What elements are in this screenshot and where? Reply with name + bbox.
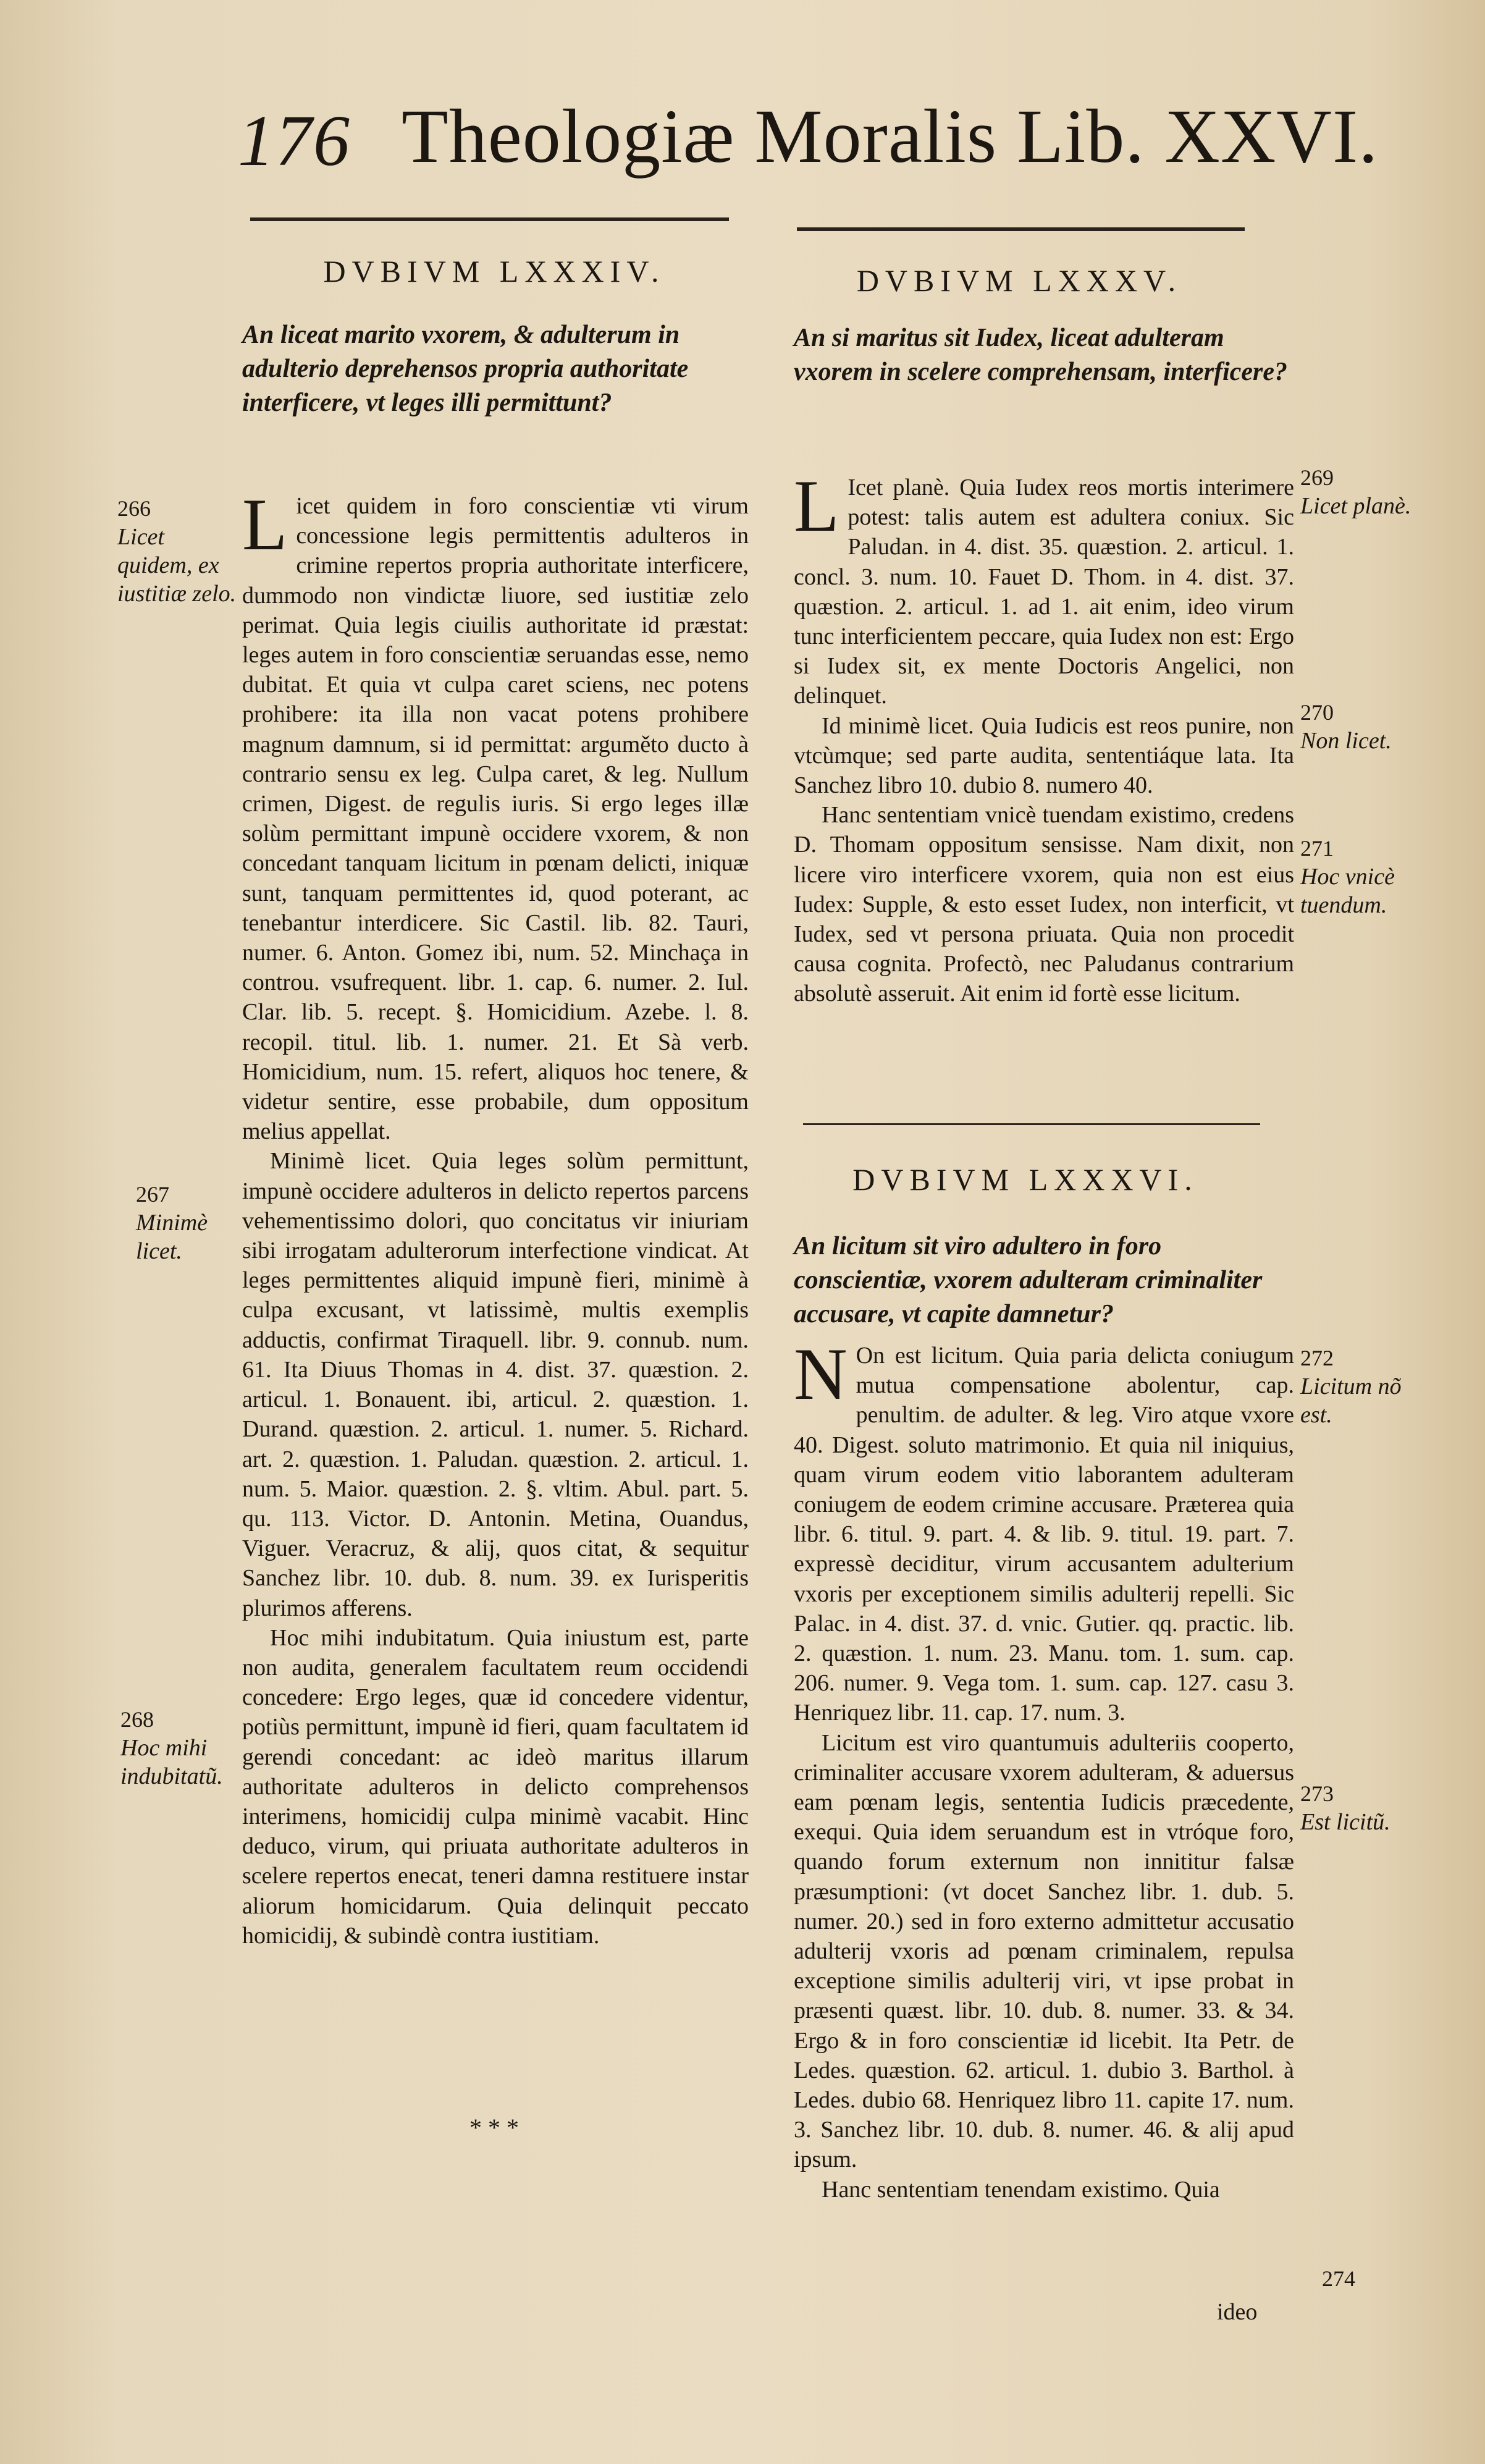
right-paragraph-2: Id minimè licet. Quia Iudicis est reos punire, non vtcùmque; sed parte audita, sententiáque lata. Ita Sanchez libro 10. dubio 8. numero 40. xyxy=(794,712,1294,799)
ornament-stars: * * * xyxy=(469,2114,519,2141)
margin-note-266: 266 Licet quidem, ex iustitiæ zelo. xyxy=(117,496,237,607)
page-title: Theologiæ Moralis Lib. XXVI. xyxy=(402,94,1379,179)
right-header-rule xyxy=(797,227,1245,231)
left-paragraph-1: Licet quidem in foro conscientiæ vti virum concessione legis permittentis adulteros in crimine repertos propria authoritate interficere, dummodo non vindictæ liuore, sed iustitiæ zelo perimat. Quia legis ciuilis authoritate id præstat: leges autem in foro conscientiæ seruandas esse, nemo dubitat. Et quia vt culpa caret sciens, nec potens prohibere: ita illa non vacat potens prohibere magnum damnum, si id permittat: arguměto ducto à contrario sensu ex leg. Culpa caret, & leg. Nullum crimen, Digest. de regulis iuris. Si ergo leges illæ solùm permittant impunè occidere vxorem, & non concedant tanquam licitum in pœnam delicti, iniquæ sunt, tanquam permittentes id, quod poterant, ac tenebantur interdicere. Sic Castil. lib. 82. Tauri, numer. 6. Anton. Gomez ibi, num. 52. Minchaça in controu. vsufrequent. libr. 1. cap. 6. numer. 2. Iul. Clar. lib. 5. recept. §. Homicidium. Azebe. l. 8. recopil. titul. lib. 1. numer. 21. Et Sà verb. Homicidium, num. 15. refert, aliquos hoc tenere, & videtur sentire, esse probabile, dum oppositum melius appellat. xyxy=(242,483,749,1145)
running-head xyxy=(238,93,1379,185)
margin-note-268: 268 Hoc mihi indubitatũ. xyxy=(120,1707,223,1789)
page-number: 176 xyxy=(238,100,351,181)
right-heading-2: DVBIVM LXXXVI. xyxy=(852,1162,1198,1197)
right-paragraph-1: L Icet planè. Quia Iudex reos mortis interimere potest: talis autem est adultera coniux. Sic Paludan. in 4. dist. 35. quæstion. 2. articul. 1. concl. 3. num. 10. Fauet D. Thom. in 4. dist. 37. quæstion. 2. articul. 1. ad 1. ait enim, ideo virum tunc interficientem peccare, quia Iudex non est: Ergo si Iudex sit, ex mente Doctoris Angelici, non delinquet. xyxy=(794,465,1294,709)
left-column-text xyxy=(242,483,749,1951)
right-paragraph-4: N On est licitum. Quia paria delicta coniugum mutua compensatione abolentur, cap. penultim. de adulter. & leg. Viro atque vxore 40. Digest. soluto matrimonio. Et quia nil iniquius, quam virum eodem vitio laborantem adulteram coniugem de eodem crimine accusare. Præterea quia libr. 6. titul. 9. part. 4. & lib. 9. titul. 19. part. 7. expressè deciditur, virum accusantem adulterium vxoris per exceptionem similis adulterij repelli. Sic Palac. in 4. dist. 37. d. vnic. Gutier. qq. practic. lib. 2. quæstion. 1. num. 23. Manu. tom. 1. sum. cap. 206. numer. 9. Vega tom. 1. sum. cap. 127. casu 3. Henriquez libr. 11. cap. 17. num. 3. xyxy=(794,1333,1294,1726)
left-question: An liceat marito vxorem, & adulterum in adulterio deprehensos propria authoritate interficere, vt leges illi permittunt? xyxy=(242,321,689,417)
right-paragraph-6: Hanc sententiam tenendam existimo. Quia xyxy=(822,2176,1220,2203)
right-paragraph-3: Hanc sententiam vnicè tuendam existimo, credens D. Thomam oppositum sensisse. Nam dixit, non licere viro interficere vxorem, quia non est eius Iudex: Supple, & esto esset Iudex, non interficit, vt Iudex, sed vt persona priuata. Quia non procedit causa cognita. Profectò, nec Paludanus contrarium absolutè asseruit. Ait enim id fortè esse licitum. xyxy=(794,802,1294,1007)
right-question-2: An licitum sit viro adultero in foro conscientiæ, vxorem adulteram criminaliter accusare, vt capite damnetur? xyxy=(794,1232,1263,1328)
section-divider-rule xyxy=(803,1123,1260,1125)
left-paragraph-3: Hoc mihi indubitatum. Quia iniustum est, parte non audita, generalem facultatem reum occidendi concedere: Ergo leges, quæ id concedere videntur, potiùs permittunt, impunè id fieri, quam facultatem id gerendi concedant: ac ideò maritus illarum authoritate adulteros in delicto comprehensos interimens, homicidij culpa minimè vacabit. Hinc deduco, virum, qui priuata authoritate adulteros in scelere repertos enecat, teneri damna restituere instar aliorum homicidarum. Quia delinquit peccato homicidij, & subindè contra iustitiam. xyxy=(242,1624,749,1949)
margin-note-273: 273 Est licitũ. xyxy=(1300,1781,1390,1835)
margin-note-269: 269 Licet planè. xyxy=(1300,465,1411,519)
right-column-text-2 xyxy=(794,1333,1294,2205)
right-question-1: An si maritus sit Iudex, liceat adulteram vxorem in scelere comprehensam, interficere? xyxy=(794,324,1288,386)
margin-note-271: 271 Hoc vnicè tuendum. xyxy=(1300,836,1395,918)
right-paragraph-5: Licitum est viro quantumuis adulteriis cooperto, criminaliter accusare vxorem adulteram, & aduersus eam pœnam legis, sententia Iudicis præcedente, exequi. Quia idem seruandum est in vtróque foro, quando forum externum non innititur falsæ præsumptioni: (vt docet Sanchez libr. 1. dub. 5. numer. 20.) sed in foro externo admittetur accusatio adulterij vxoris ad pœnam criminalem, repulsa exceptione similis adulterij viri, vt ipse probat in præsenti quæst. libr. 10. dub. 8. numer. 33. & 34. Ergo & in foro conscientiæ id licebit. Ita Petr. de Ledes. quæstion. 62. articul. 1. dubio 3. Barthol. à Ledes. dubio 68. Henriquez libro 11. capite 17. num. 3. Sanchez libr. 10. dub. 8. numer. 46. & alij apud ipsum. xyxy=(794,1729,1294,2173)
right-column-text-1 xyxy=(794,465,1294,1009)
margin-note-272: 272 Licitum nõ est. xyxy=(1300,1346,1402,1428)
dropcap: L xyxy=(794,465,839,547)
margin-note-270: 270 Non licet. xyxy=(1300,700,1392,754)
left-heading: DVBIVM LXXXIV. xyxy=(323,254,665,289)
left-header-rule xyxy=(250,217,729,221)
margin-note-274: 274 xyxy=(1322,2266,1355,2291)
margin-note-267: 267 Minimè licet. xyxy=(136,1182,208,1264)
right-heading-1: DVBIVM LXXXV. xyxy=(856,263,1182,298)
dropcap: N xyxy=(794,1333,848,1415)
dropcap: L xyxy=(242,483,288,565)
left-paragraph-2: Minimè licet. Quia leges solùm permittunt, impunè occidere adulteros in delicto repertos parcens vehementissimo dolori, quo concitatus vir iniuriam sibi irrogatam adulterorum interfectione vindicat. At leges permittentes aliquid impunè fieri, minimè à culpa excusant, vt latissimè, multis exemplis adductis, confirmat Tiraquell. libr. 9. connub. num. 61. Ita Diuus Thomas in 4. dist. 37. quæstion. 2. articul. 1. Bonauent. ibi, articul. 2. quæstion. 1. Durand. quæstion. 2. articul. 1. numer. 5. Richard. art. 2. quæstion. 1. Paludan. quæstion. 2. articul. 1. num. 5. Maior. quæstion. 2. §. vltim. Abul. part. 5. qu. 113. Victor. D. Antonin. Metina, Ouandus, Viguer. Veracruz, & alij, quos citat, & sequitur Sanchez libr. 10. dub. 8. num. 39. ex Iurisperitis plurimos afferens. xyxy=(242,1148,749,1621)
catchword: ideo xyxy=(1217,2299,1258,2325)
